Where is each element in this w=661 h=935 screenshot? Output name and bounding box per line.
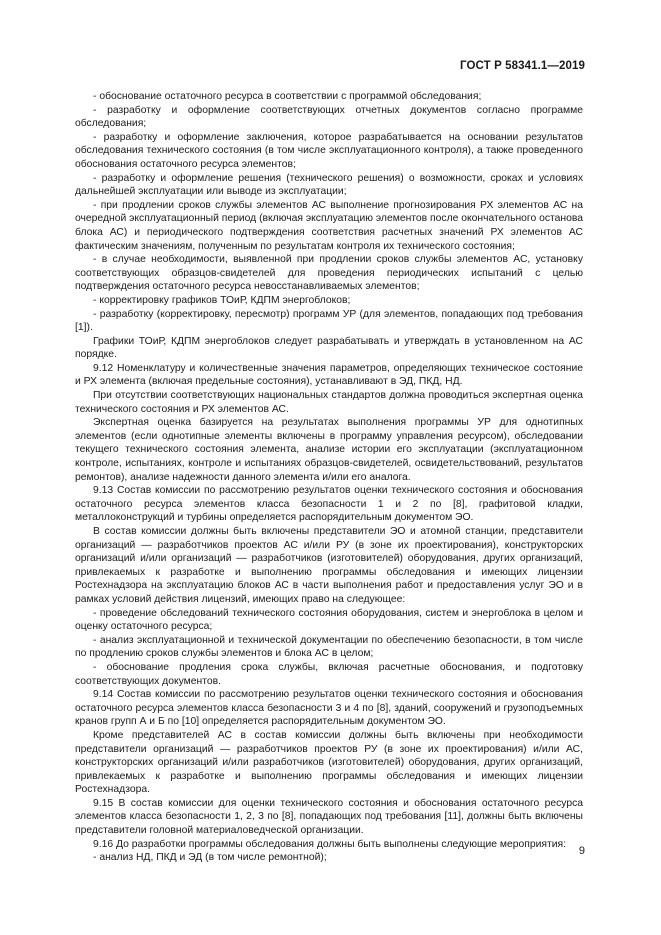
paragraph: - анализ эксплуатационной и технической документации по обеспечению безопасности, в том числе по продлению сроков службы элементов и блока АС в целом; — [75, 634, 583, 660]
paragraph: - разработку и оформление заключения, которое разрабатывается на основании результатов обследования технического состояния (в том числе эксплуатационного контроля), а также проведенного обоснования остаточного ресурса элементов; — [75, 131, 583, 170]
paragraph: 9.12 Номенклатуру и количественные значения параметров, определяющих техническое состояние и РХ элемента (включая предельные состояния), устанавливают в ЭД, ПКД, НД. — [75, 362, 583, 388]
paragraph: - при продлении сроков службы элементов АС выполнение прогнозирования РХ элементов АС на очередной эксплуатационный период (включая эксплуатацию элементов после окончательного останова блока АС) и периодического подтверждения соответствия расчетных значений РХ элементов АС фактическим значениям, полученным по результатам контроля их технического состояния; — [75, 199, 583, 252]
page-number: 9 — [578, 845, 585, 857]
paragraph: - разработку и оформление соответствующих отчетных документов согласно программе обследования; — [75, 104, 583, 130]
paragraph: Графики ТОиР, КДПМ энергоблоков следует разрабатывать и утверждать в установленном на АС порядке. — [75, 335, 583, 361]
paragraph: Экспертная оценка базируется на результатах выполнения программы УР для однотипных элементов (если однотипные элементы включены в программу управления ресурсом), обследовании текущего технического состояния элемента, анализе истории его эксплуатации (эксплуатационном контроле, испытаниях, контроле и испытаниях образцов-свидетелей, освидетельствований, результатов ремонтов), анализе надежности данного элемента и/или его аналога. — [75, 417, 583, 483]
paragraph: - разработку и оформление решения (технического решения) о возможности, сроках и условиях дальнейшей эксплуатации или выводе из эксплуатации; — [75, 172, 583, 198]
paragraph: 9.13 Состав комиссии по рассмотрению результатов оценки технического состояния и обоснования остаточного ресурса элементов класса безопасности 1 и 2 по [8], графитовой кладки, металлоконструкций и турбины определяется распорядительным документом ЭО. — [75, 485, 583, 524]
document-header-id: ГОСТ Р 58341.1—2019 — [460, 60, 585, 72]
paragraph: - анализ НД, ПКД и ЭД (в том числе ремонтной); — [93, 852, 327, 864]
paragraph: 9.15 В состав комиссии для оценки технического состояния и обоснования остаточного ресурса элементов класса безопасности 1, 2, 3 по [8], попадающих под требования [11], должны быть включены представители головной материаловедческой организации. — [75, 797, 583, 837]
paragraph: - корректировку графиков ТОиР, КДПМ энергоблоков; — [93, 294, 351, 306]
paragraph: Кроме представителей АС в состав комиссии должны быть включены при необходимости представители организаций — разработчиков проектов РУ (в зоне их проектирования) и/или АС, конструкторских организаций и/или разработчиков (изготовителей) оборудования, других организаций, привлекаемых к разработке и выполнению программы обследования и имеющих лицензии Ростехнадзора. — [75, 729, 583, 796]
paragraph: 9.14 Состав комиссии по рассмотрению результатов оценки технического состояния и обоснования остаточного ресурса элементов класса безопасности 3 и 4 по [8], зданий, сооружений и грузоподъемных кранов групп А и Б по [10] определяется распорядительным документом ЭО. — [75, 689, 583, 728]
paragraph: - обоснование продления срока службы, включая расчетные обоснования, и подготовку соответствующих документов. — [75, 661, 583, 687]
paragraph: 9.16 До разработки программы обследования должны быть выполнены следующие мероприятия: — [93, 838, 567, 850]
paragraph: - обоснование остаточного ресурса в соответствии с программой обследования; — [93, 91, 482, 102]
paragraph: - в случае необходимости, выявленной при продлении сроков службы элементов АС, установку соответствующих образцов-свидетелей для проведения периодических испытаний с целью подтверждения остаточного ресурса невосстанавливаемых элементов; — [75, 254, 583, 293]
paragraph: При отсутствии соответствующих национальных стандартов должна проводиться экспертная оценка технического состояния и РХ элементов АС. — [75, 390, 583, 415]
paragraph: В состав комиссии должны быть включены представители ЭО и атомной станции, представители организаций — разработчиков проектов АС и/или РУ (в зоне их проектирования), конструкторских организаций и/или организаций — разработчиков (изготовителей) оборудования, других организаций, привлекаемых к разработке и выполнению программы обследования и имеющих лицензии Ростехнадзора на эксплуатацию блоков АС в части выполнения работ и предоставления услуг ЭО и в рамках условий действия лицензий, имеющих право на следующее: — [75, 526, 583, 605]
paragraph: - проведение обследований технического состояния оборудования, систем и энергоблока в целом и оценку остаточного ресурса; — [75, 607, 583, 633]
paragraph: - разработку (корректировку, пересмотр) программ УР (для элементов, попадающих под требования [1]). — [75, 308, 583, 334]
document-body — [75, 90, 583, 865]
